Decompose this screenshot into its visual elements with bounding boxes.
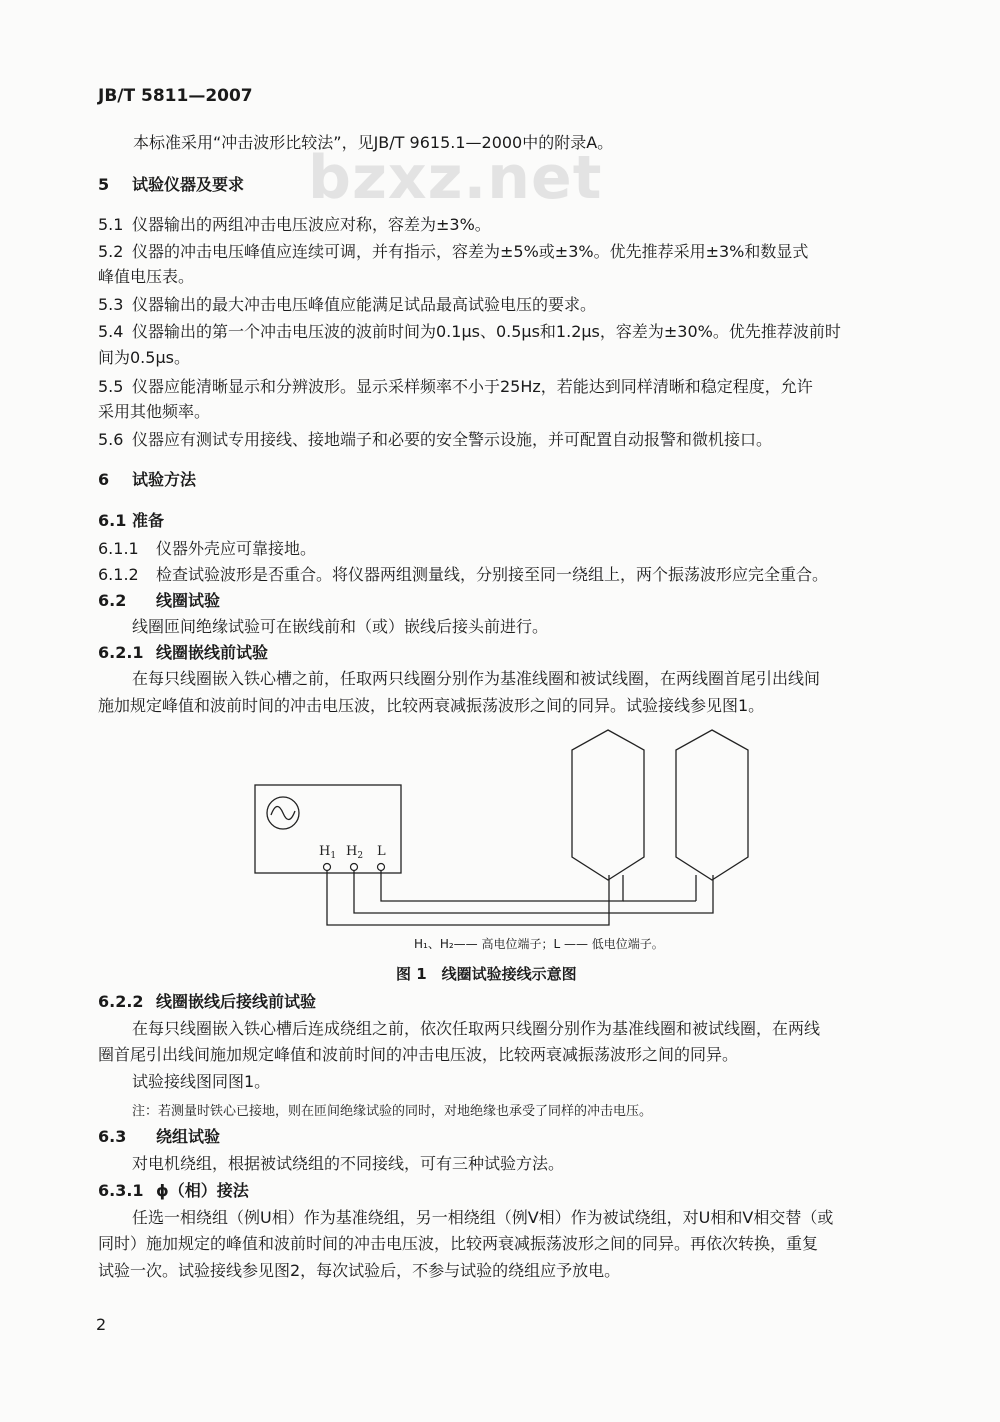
clause-title: 线圈试验 — [156, 591, 221, 610]
figure-1-legend: H₁、H₂—— 高电位端子；L —— 低电位端子。 — [414, 937, 664, 951]
clause-number: 6.1 — [98, 511, 127, 530]
clause-5-4 — [98, 320, 841, 344]
clause-text: 仪器的冲击电压峰值应连续可调，并有指示，容差为±5%或±3%。优先推荐采用±3%和数显式 — [132, 242, 809, 261]
clause-5-6 — [98, 428, 772, 452]
clause-number: 5.5 — [98, 377, 124, 396]
clause-5-3 — [98, 293, 596, 317]
wire-h2 — [354, 871, 713, 913]
note: 注：若测量时铁心已接地，则在匝间绝缘试验的同时，对地绝缘也承受了同样的冲击电压。 — [132, 1104, 653, 1119]
clause-6-2-2-line1: 在每只线圈嵌入铁心槽后连成绕组之前，依次任取两只线圈分别作为基准线圈和被试线圈，在两线 — [132, 1019, 821, 1038]
clause-6-2-2-line2: 圈首尾引出线间施加规定峰值和波前时间的冲击电压波，比较两衰减振荡波形之间的同异。 — [98, 1045, 739, 1064]
clause-6-1-1 — [98, 537, 316, 561]
clause-6-1-heading — [98, 509, 164, 533]
terminal-h1 — [324, 864, 331, 871]
clause-text: 仪器外壳应可靠接地。 — [156, 539, 317, 558]
terminal-l — [378, 864, 385, 871]
section-5-heading — [98, 173, 244, 197]
figure-1-wiring-diagram — [240, 725, 780, 955]
clause-number: 5.6 — [98, 430, 124, 449]
section-number: 6 — [98, 470, 110, 489]
figure-1-caption: 图 1 线圈试验接线示意图 — [396, 965, 577, 983]
clause-number: 5.4 — [98, 322, 124, 341]
clause-6-2-text: 线圈匝间绝缘试验可在嵌线前和（或）嵌线后接头前进行。 — [132, 617, 549, 636]
clause-title: 线圈嵌线后接线前试验 — [156, 992, 317, 1011]
clause-text: 仪器输出的最大冲击电压峰值应能满足试品最高试验电压的要求。 — [132, 295, 597, 314]
terminal-h2-label: $H_2$ — [346, 844, 364, 861]
clause-6-2-1-heading — [98, 641, 268, 665]
clause-title: ϕ（相）接法 — [156, 1181, 249, 1200]
clause-6-3-1-line1: 任选一相绕组（例U相）作为基准绕组，另一相绕组（例V相）作为被试绕组，对U相和V相交替（或 — [132, 1208, 834, 1227]
clause-number: 6.2.2 — [98, 992, 144, 1011]
section-6-heading — [98, 468, 196, 492]
clause-number: 6.3 — [98, 1127, 127, 1146]
clause-6-3-1-line2: 同时）施加规定的峰值和波前时间的冲击电压波，比较两衰减振荡波形之间的同异。再依次转换，重复 — [98, 1234, 819, 1253]
clause-number: 6.1.1 — [98, 539, 139, 558]
wire-l1 — [381, 871, 623, 901]
clause-6-3-heading — [98, 1125, 220, 1149]
terminal-l-label: L — [377, 844, 386, 859]
clause-number: 6.2 — [98, 591, 127, 610]
clause-number: 6.1.2 — [98, 565, 139, 584]
clause-number: 5.2 — [98, 242, 124, 261]
terminal-h1-label: $H_1$ — [319, 844, 337, 861]
clause-number: 5.3 — [98, 295, 124, 314]
standard-number: JB/T 5811—2007 — [98, 86, 253, 106]
clause-5-2-cont: 峰值电压表。 — [98, 267, 195, 286]
watermark: bzxz.net — [308, 143, 603, 213]
clause-5-5 — [98, 375, 813, 399]
clause-text: 仪器输出的第一个冲击电压波的波前时间为0.1μs、0.5μs和1.2μs，容差为±30%。优先推荐波前时 — [132, 322, 841, 341]
clause-5-5-cont: 采用其他频率。 — [98, 402, 211, 421]
clause-text: 仪器应有测试专用接线、接地端子和必要的安全警示设施，并可配置自动报警和微机接口。 — [132, 430, 773, 449]
clause-6-1-2 — [98, 563, 828, 587]
coil-2 — [676, 730, 748, 880]
clause-6-2-2-heading — [98, 990, 316, 1014]
clause-title: 绕组试验 — [156, 1127, 221, 1146]
clause-6-2-1-line1: 在每只线圈嵌入铁心槽之前，任取两只线圈分别作为基准线圈和被试线圈，在两线圈首尾引出线间 — [132, 669, 821, 688]
clause-text: 检查试验波形是否重合。将仪器两组测量线，分别接至同一绕组上，两个振荡波形应完全重合。 — [156, 565, 829, 584]
wave-symbol — [271, 806, 295, 819]
clause-title: 线圈嵌线前试验 — [156, 643, 269, 662]
clause-6-2-1-line2: 施加规定峰值和波前时间的冲击电压波，比较两衰减振荡波形之间的同异。试验接线参见图1。 — [98, 696, 765, 715]
clause-6-3-1-line3: 试验一次。试验接线参见图2，每次试验后，不参与试验的绕组应予放电。 — [98, 1261, 621, 1280]
section-title: 试验仪器及要求 — [132, 175, 245, 194]
clause-text: 仪器应能清晰显示和分辨波形。显示采样频率不小于25Hz，若能达到同样清晰和稳定程度，允许 — [132, 377, 813, 396]
intro-paragraph: 本标准采用“冲击波形比较法”，见JB/T 9615.1—2000中的附录A。 — [133, 133, 614, 152]
clause-5-1 — [98, 213, 491, 237]
clause-number: 6.2.1 — [98, 643, 144, 662]
section-number: 5 — [98, 175, 110, 194]
terminal-h2 — [351, 864, 358, 871]
page-number: 2 — [96, 1315, 107, 1334]
clause-6-2-heading — [98, 589, 220, 613]
clause-text: 仪器输出的两组冲击电压波应对称，容差为±3%。 — [132, 215, 491, 234]
clause-6-3-1-heading — [98, 1179, 249, 1203]
wire-h1 — [327, 871, 609, 925]
coil-1 — [572, 730, 644, 880]
clause-6-2-2-line3: 试验接线图同图1。 — [132, 1072, 271, 1091]
clause-title: 准备 — [132, 511, 165, 530]
clause-number: 6.3.1 — [98, 1181, 144, 1200]
clause-number: 5.1 — [98, 215, 124, 234]
clause-5-2 — [98, 240, 808, 264]
clause-6-3-text: 对电机绕组，根据被试绕组的不同接线，可有三种试验方法。 — [132, 1154, 565, 1173]
clause-5-4-cont: 间为0.5μs。 — [98, 348, 190, 367]
section-title: 试验方法 — [132, 470, 197, 489]
